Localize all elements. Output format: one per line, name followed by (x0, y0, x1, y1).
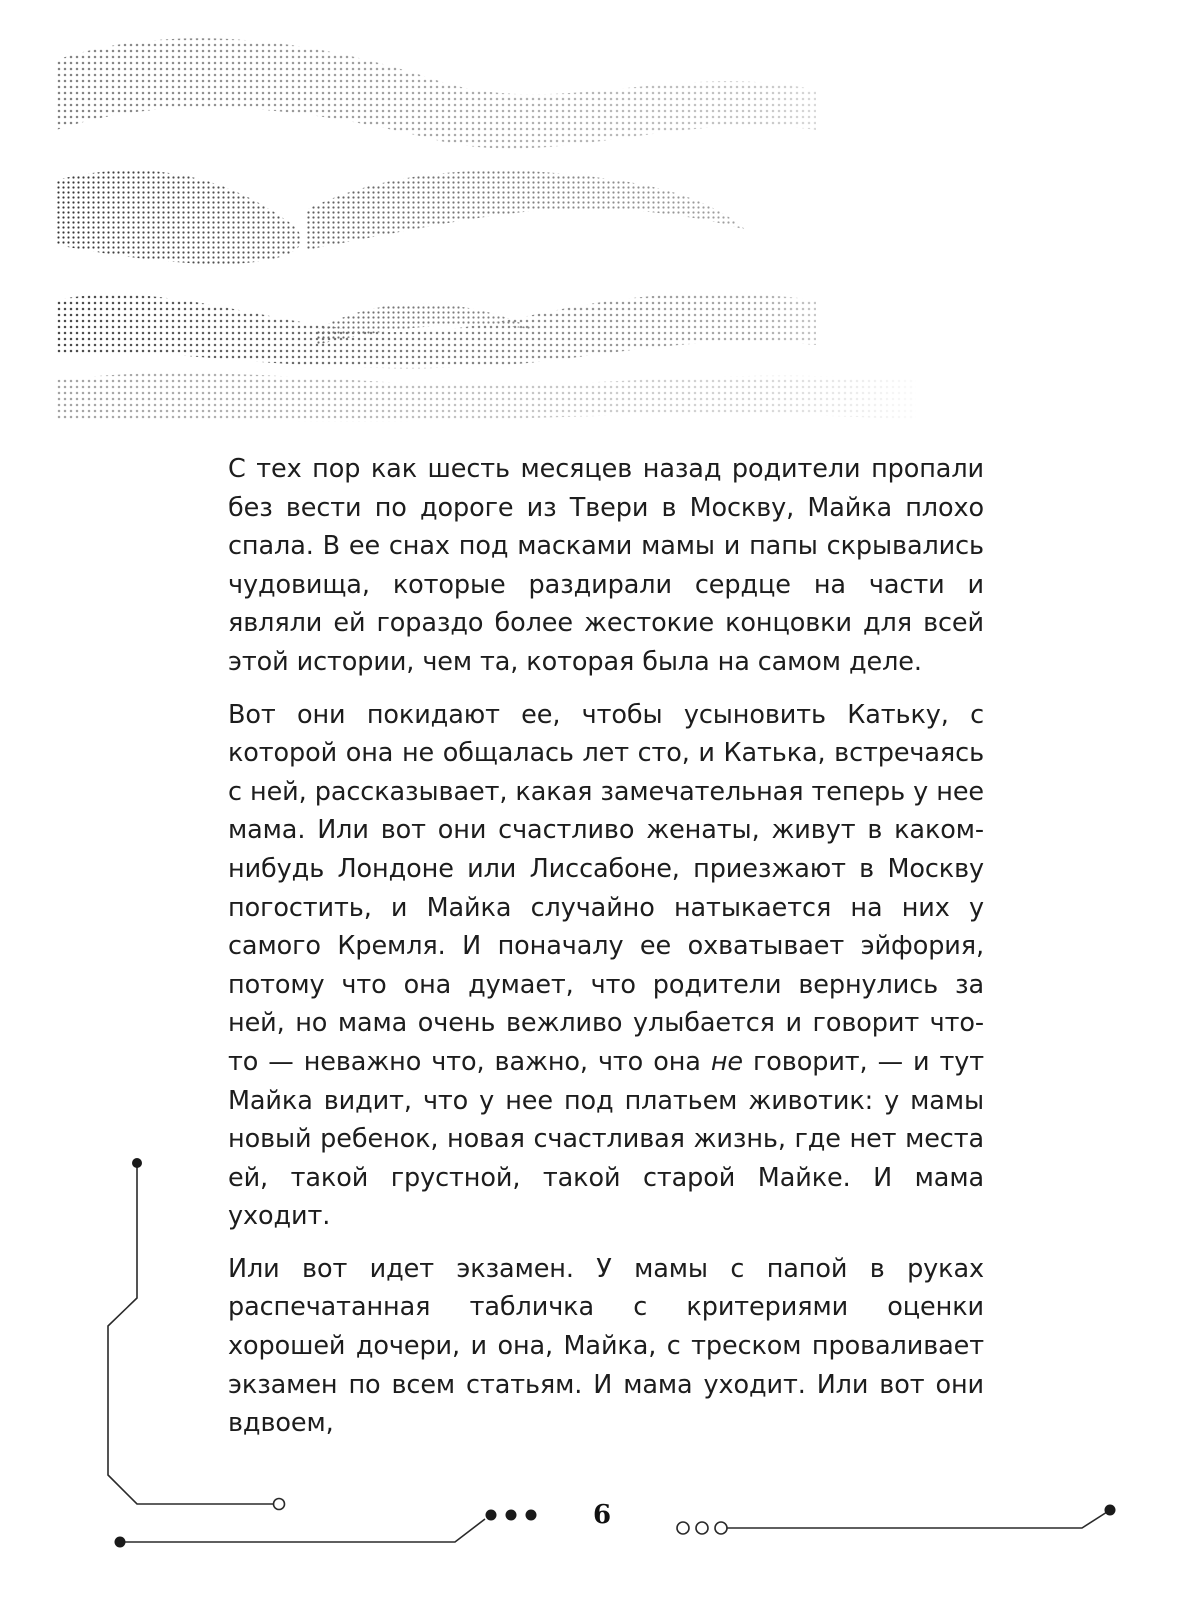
paragraph-2-emphasis: не (710, 1046, 743, 1077)
story-text (228, 450, 984, 1457)
paragraph-1: С тех пор как шесть месяцев назад родители пропали без вести по дороге из Твери в Москву, Майка плохо спала. В ее снах под масками мамы и папы скрывались чудовища, которые раздирали сердце на части и являли ей гораздо более жестокие концовки для всей этой истории, чем та, которая была на самом деле. (228, 454, 984, 677)
paragraph-2-part-2: говорит, — и тут Майка видит, что у нее под платьем животик: у мамы новый ребенок, новая счастливая жизнь, где нет места ей, такой грустной, такой старой Майке. И мама уходит. (228, 1046, 984, 1232)
circuit-node-icon (132, 1158, 142, 1168)
circuit-node-icon (115, 1537, 126, 1548)
paragraph-2-part-1: Вот они покидают ее, чтобы усыновить Катьку, с которой она не общалась лет сто, и Катька, встречаясь с ней, рассказывает, какая замечательная теперь у нее мама. Или вот они счастливо женаты, живут в каком-нибудь Лондоне или Лиссабоне, приезжают в Москву погостить, и Майка случайно натыкается на них у самого Кремля. И поначалу ее охватывает эйфория, потому что она думает, что родители вернулись за ней, но мама очень вежливо улыбается и говорит что-то — неважно что, важно, что она (228, 699, 984, 1077)
filled-dot-icon (526, 1510, 537, 1521)
hollow-dot-icon (696, 1522, 708, 1534)
filled-dot-icon (506, 1510, 517, 1521)
hollow-dot-icon (715, 1522, 727, 1534)
page-number: 6 (592, 1500, 612, 1530)
circuit-node-icon (274, 1499, 285, 1510)
filled-dot-icon (486, 1510, 497, 1521)
dotted-wave-illustration (56, 0, 936, 430)
paragraph-3: Или вот идет экзамен. У мамы с папой в руках распечатанная табличка с критериями оценки хорошей дочери, и она, Майка, с треском проваливает экзамен по всем статьям. И мама уходит. Или вот они вдвоем, (228, 1253, 984, 1439)
paragraph-2 (228, 696, 984, 1236)
circuit-node-icon (1105, 1505, 1116, 1516)
hollow-dot-icon (677, 1522, 689, 1534)
